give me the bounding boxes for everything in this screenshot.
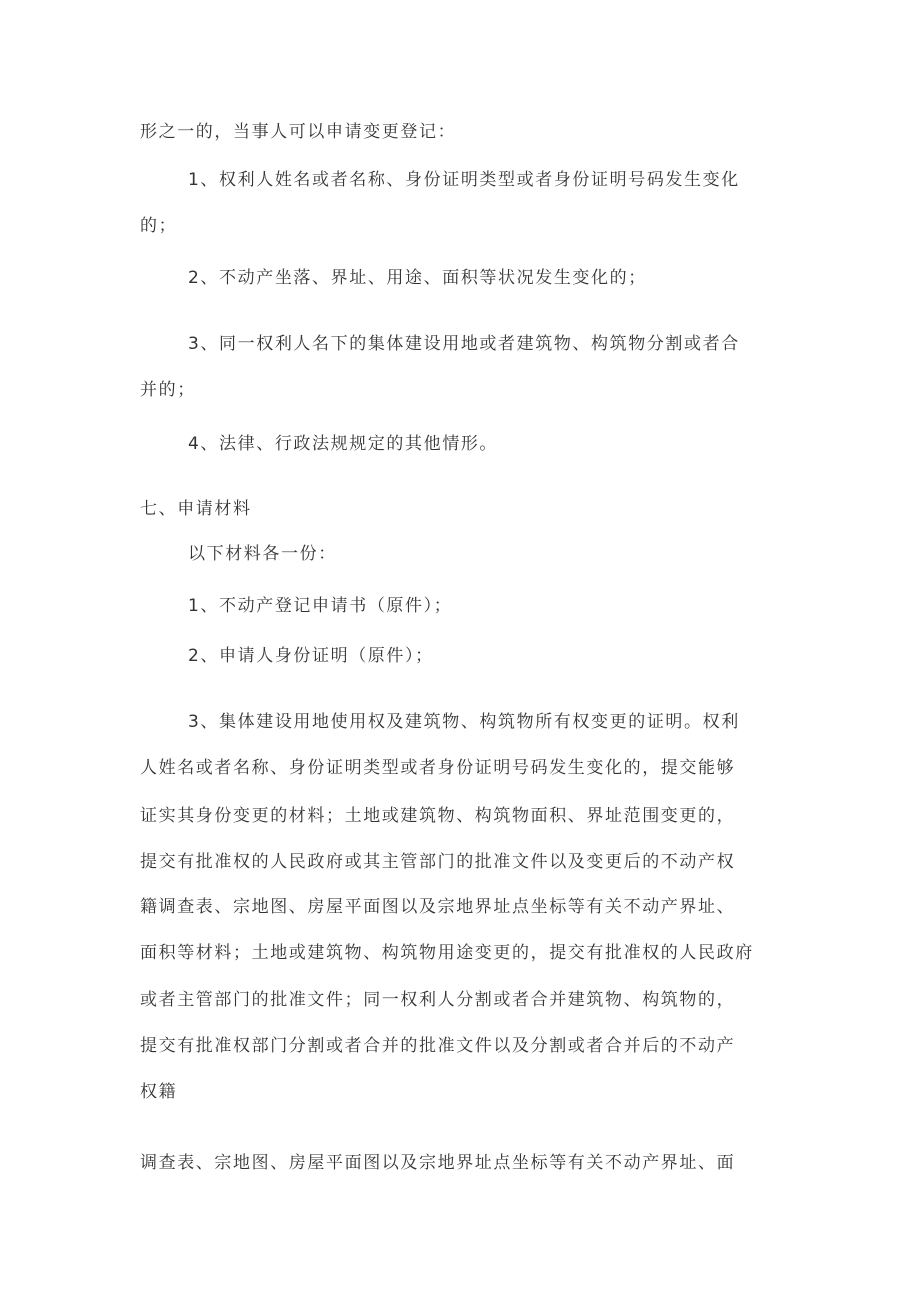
list-item-1-line-1: 1、权利人姓名或者名称、身份证明类型或者身份证明号码发生变化	[188, 170, 740, 190]
continued-text-line: 调查表、宗地图、房屋平面图以及宗地界址点坐标等有关不动产界址、面	[140, 1153, 736, 1173]
list-item-2: 2、不动产坐落、界址、用途、面积等状况发生变化的；	[188, 268, 647, 288]
list-item-1-line-2: 的；	[140, 216, 178, 236]
list-item-4: 4、法律、行政法规规定的其他情形。	[188, 434, 499, 454]
material-item-3-line-7: 或者主管部门的批准文件；同一权利人分割或者合并建筑物、构筑物的，	[140, 990, 736, 1010]
material-item-3-line-6: 面积等材料；土地或建筑物、构筑物用途变更的，提交有批准权的人民政府	[140, 943, 754, 963]
section-heading: 七、申请材料	[140, 499, 252, 519]
material-item-3-line-9: 权籍	[140, 1082, 178, 1102]
list-item-3-line-1: 3、同一权利人名下的集体建设用地或者建筑物、构筑物分割或者合	[188, 334, 740, 354]
text-line: 形之一的，当事人可以申请变更登记：	[140, 122, 457, 142]
material-item-3-line-1: 3、集体建设用地使用权及建筑物、构筑物所有权变更的证明。权利	[188, 712, 740, 732]
material-item-3-line-4: 提交有批准权的人民政府或其主管部门的批准文件以及变更后的不动产权	[140, 852, 736, 872]
list-item-3-line-2: 并的；	[140, 380, 196, 400]
material-item-3-line-2: 人姓名或者名称、身份证明类型或者身份证明号码发生变化的，提交能够	[140, 758, 736, 778]
material-item-2: 2、申请人身份证明（原件）；	[188, 646, 434, 666]
material-item-3-line-8: 提交有批准权部门分割或者合并的批准文件以及分割或者合并后的不动产	[140, 1036, 736, 1056]
material-item-1: 1、不动产登记申请书（原件）；	[188, 596, 453, 616]
materials-intro: 以下材料各一份：	[188, 544, 337, 564]
material-item-3-line-3: 证实其身份变更的材料；土地或建筑物、构筑物面积、界址范围变更的，	[140, 806, 736, 826]
material-item-3-line-5: 籍调查表、宗地图、房屋平面图以及宗地界址点坐标等有关不动产界址、	[140, 897, 736, 917]
